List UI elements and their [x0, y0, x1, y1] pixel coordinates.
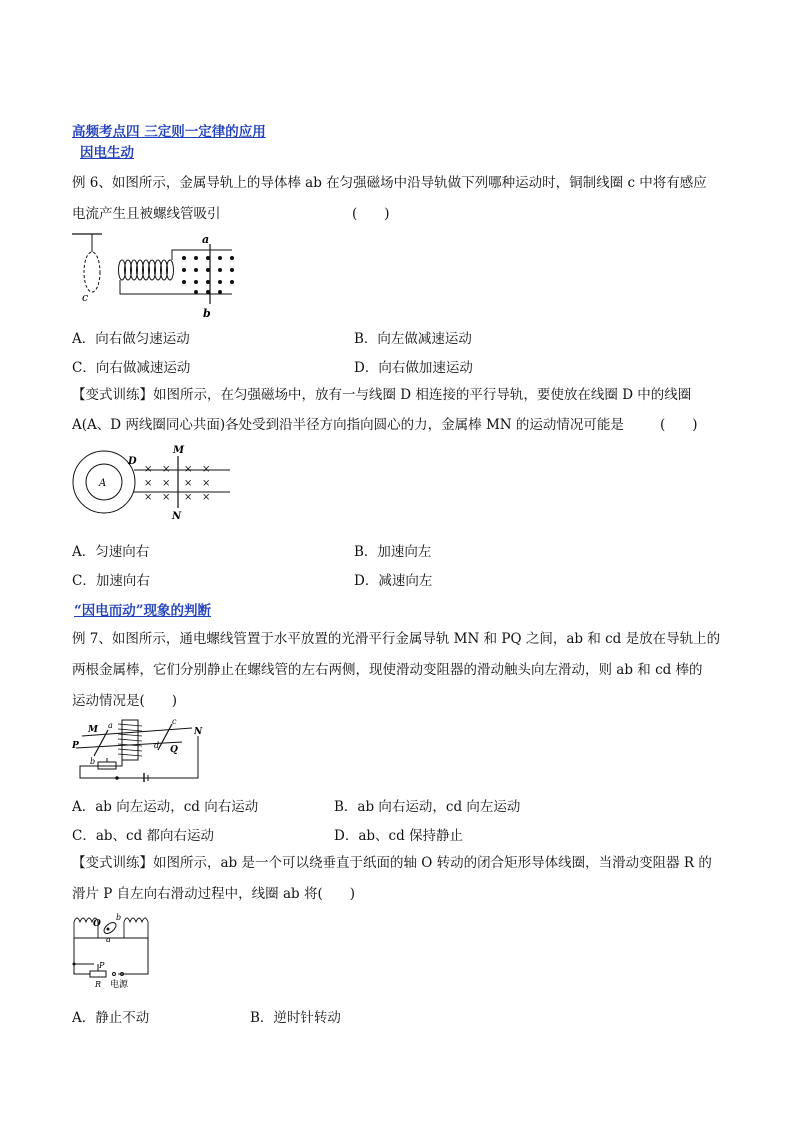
- var2-line2: 滑片 P 自左向右滑动过程中，线圈 ab 将( ): [72, 886, 355, 902]
- var1-option-a[interactable]: A．匀速向右: [72, 544, 150, 560]
- ex6-label-b: b: [203, 307, 211, 320]
- ex7-label-c: c: [172, 717, 177, 726]
- var1-label-A: A: [99, 478, 107, 489]
- ex6-line1: 例 6、如图所示，金属导轨上的导体棒 ab 在匀强磁场中沿导轨做下列哪种运动时，铜制线圈 c 中将有感应: [72, 175, 707, 191]
- svg-text:×: ×: [162, 464, 171, 475]
- svg-text:×: ×: [184, 464, 193, 475]
- svg-text:×: ×: [144, 464, 153, 475]
- subheading-electric-motion-judgement: “因电而动”现象的判断: [74, 603, 212, 619]
- var2-line1: 【变式训练】如图所示，ab 是一个可以绕垂直于纸面的轴 O 转动的闭合矩形导体线圈，当滑动变阻器 R 的: [72, 855, 712, 871]
- var1-option-b[interactable]: B．加速向左: [354, 544, 432, 560]
- ex7-line3: 运动情况是( ): [72, 693, 178, 709]
- ex6-answer-paren: ( ): [352, 206, 390, 222]
- var1-answer-paren: ( ): [660, 417, 698, 433]
- svg-text:×: ×: [162, 478, 171, 489]
- var1-figure: [72, 442, 234, 522]
- var1-line2: A(A、D 两线圈同心共面)各处受到沿半径方向指向圆心的力，金属棒 MN 的运动情况可能是: [72, 417, 624, 433]
- var1-option-d[interactable]: D．减速向左: [354, 573, 433, 589]
- svg-text:×: ×: [202, 464, 211, 475]
- svg-text:×: ×: [144, 478, 153, 489]
- ex7-label-M: M: [88, 725, 98, 735]
- ex6-figure: [72, 228, 242, 320]
- var2-option-a[interactable]: A．静止不动: [72, 1010, 150, 1026]
- ex6-option-c[interactable]: C．向右做减速运动: [72, 360, 191, 376]
- ex6-option-d[interactable]: D．向右做加速运动: [354, 360, 473, 376]
- ex7-line1: 例 7、如图所示，通电螺线管置于水平放置的光滑平行金属导轨 MN 和 PQ 之间，ab 和 cd 是放在导轨上的: [72, 631, 721, 647]
- var2-label-source: 电源: [110, 980, 129, 990]
- var2-label-R: R: [95, 980, 102, 989]
- ex7-option-b[interactable]: B．ab 向右运动，cd 向左运动: [334, 799, 521, 815]
- svg-text:×: ×: [202, 478, 211, 489]
- ex6-label-a: a: [202, 233, 210, 246]
- var2-figure: [72, 910, 156, 990]
- subheading-cause-electricity-motion: 因电生动: [80, 145, 134, 161]
- ex7-option-d[interactable]: D．ab、cd 保持静止: [334, 828, 464, 844]
- ex7-figure: [72, 714, 208, 782]
- ex7-label-b: b: [90, 757, 96, 766]
- var2-label-P: P: [99, 961, 105, 970]
- ex7-label-d: d: [154, 741, 160, 750]
- var1-label-N: N: [172, 511, 182, 522]
- svg-text:×: ×: [202, 492, 211, 503]
- ex7-label-a: a: [108, 721, 113, 730]
- ex7-option-a[interactable]: A．ab 向左运动，cd 向右运动: [72, 799, 259, 815]
- var2-label-O: O: [93, 919, 101, 929]
- var1-option-c[interactable]: C．加速向右: [72, 573, 150, 589]
- svg-text:×: ×: [184, 478, 193, 489]
- var1-label-M: M: [173, 445, 185, 456]
- section-title: 高频考点四 三定则一定律的应用: [72, 124, 266, 140]
- svg-text:×: ×: [184, 492, 193, 503]
- var2-option-b[interactable]: B．逆时针转动: [250, 1010, 341, 1026]
- svg-text:×: ×: [162, 492, 171, 503]
- ex7-label-Q: Q: [170, 745, 178, 755]
- ex7-label-N: N: [194, 727, 203, 737]
- ex7-line2: 两根金属棒，它们分别静止在螺线管的左右两侧，现使滑动变阻器的滑动触头向左滑动，则 ab 和 cd 棒的: [72, 662, 703, 678]
- var1-line1: 【变式训练】如图所示，在匀强磁场中，放有一与线圈 D 相连接的平行导轨，要使放在线圈 D 中的线圈: [72, 387, 692, 403]
- ex7-option-c[interactable]: C．ab、cd 都向右运动: [72, 828, 215, 844]
- var2-label-a: a: [106, 935, 111, 944]
- ex6-label-c: c: [82, 291, 89, 304]
- ex6-line2: 电流产生且被螺线管吸引: [72, 206, 221, 222]
- ex7-label-P: P: [72, 741, 79, 751]
- var2-label-b: b: [116, 913, 122, 922]
- ex6-option-b[interactable]: B．向左做减速运动: [354, 331, 472, 347]
- ex6-option-a[interactable]: A．向右做匀速运动: [72, 331, 190, 347]
- var1-label-D: D: [128, 456, 137, 467]
- svg-text:×: ×: [144, 492, 153, 503]
